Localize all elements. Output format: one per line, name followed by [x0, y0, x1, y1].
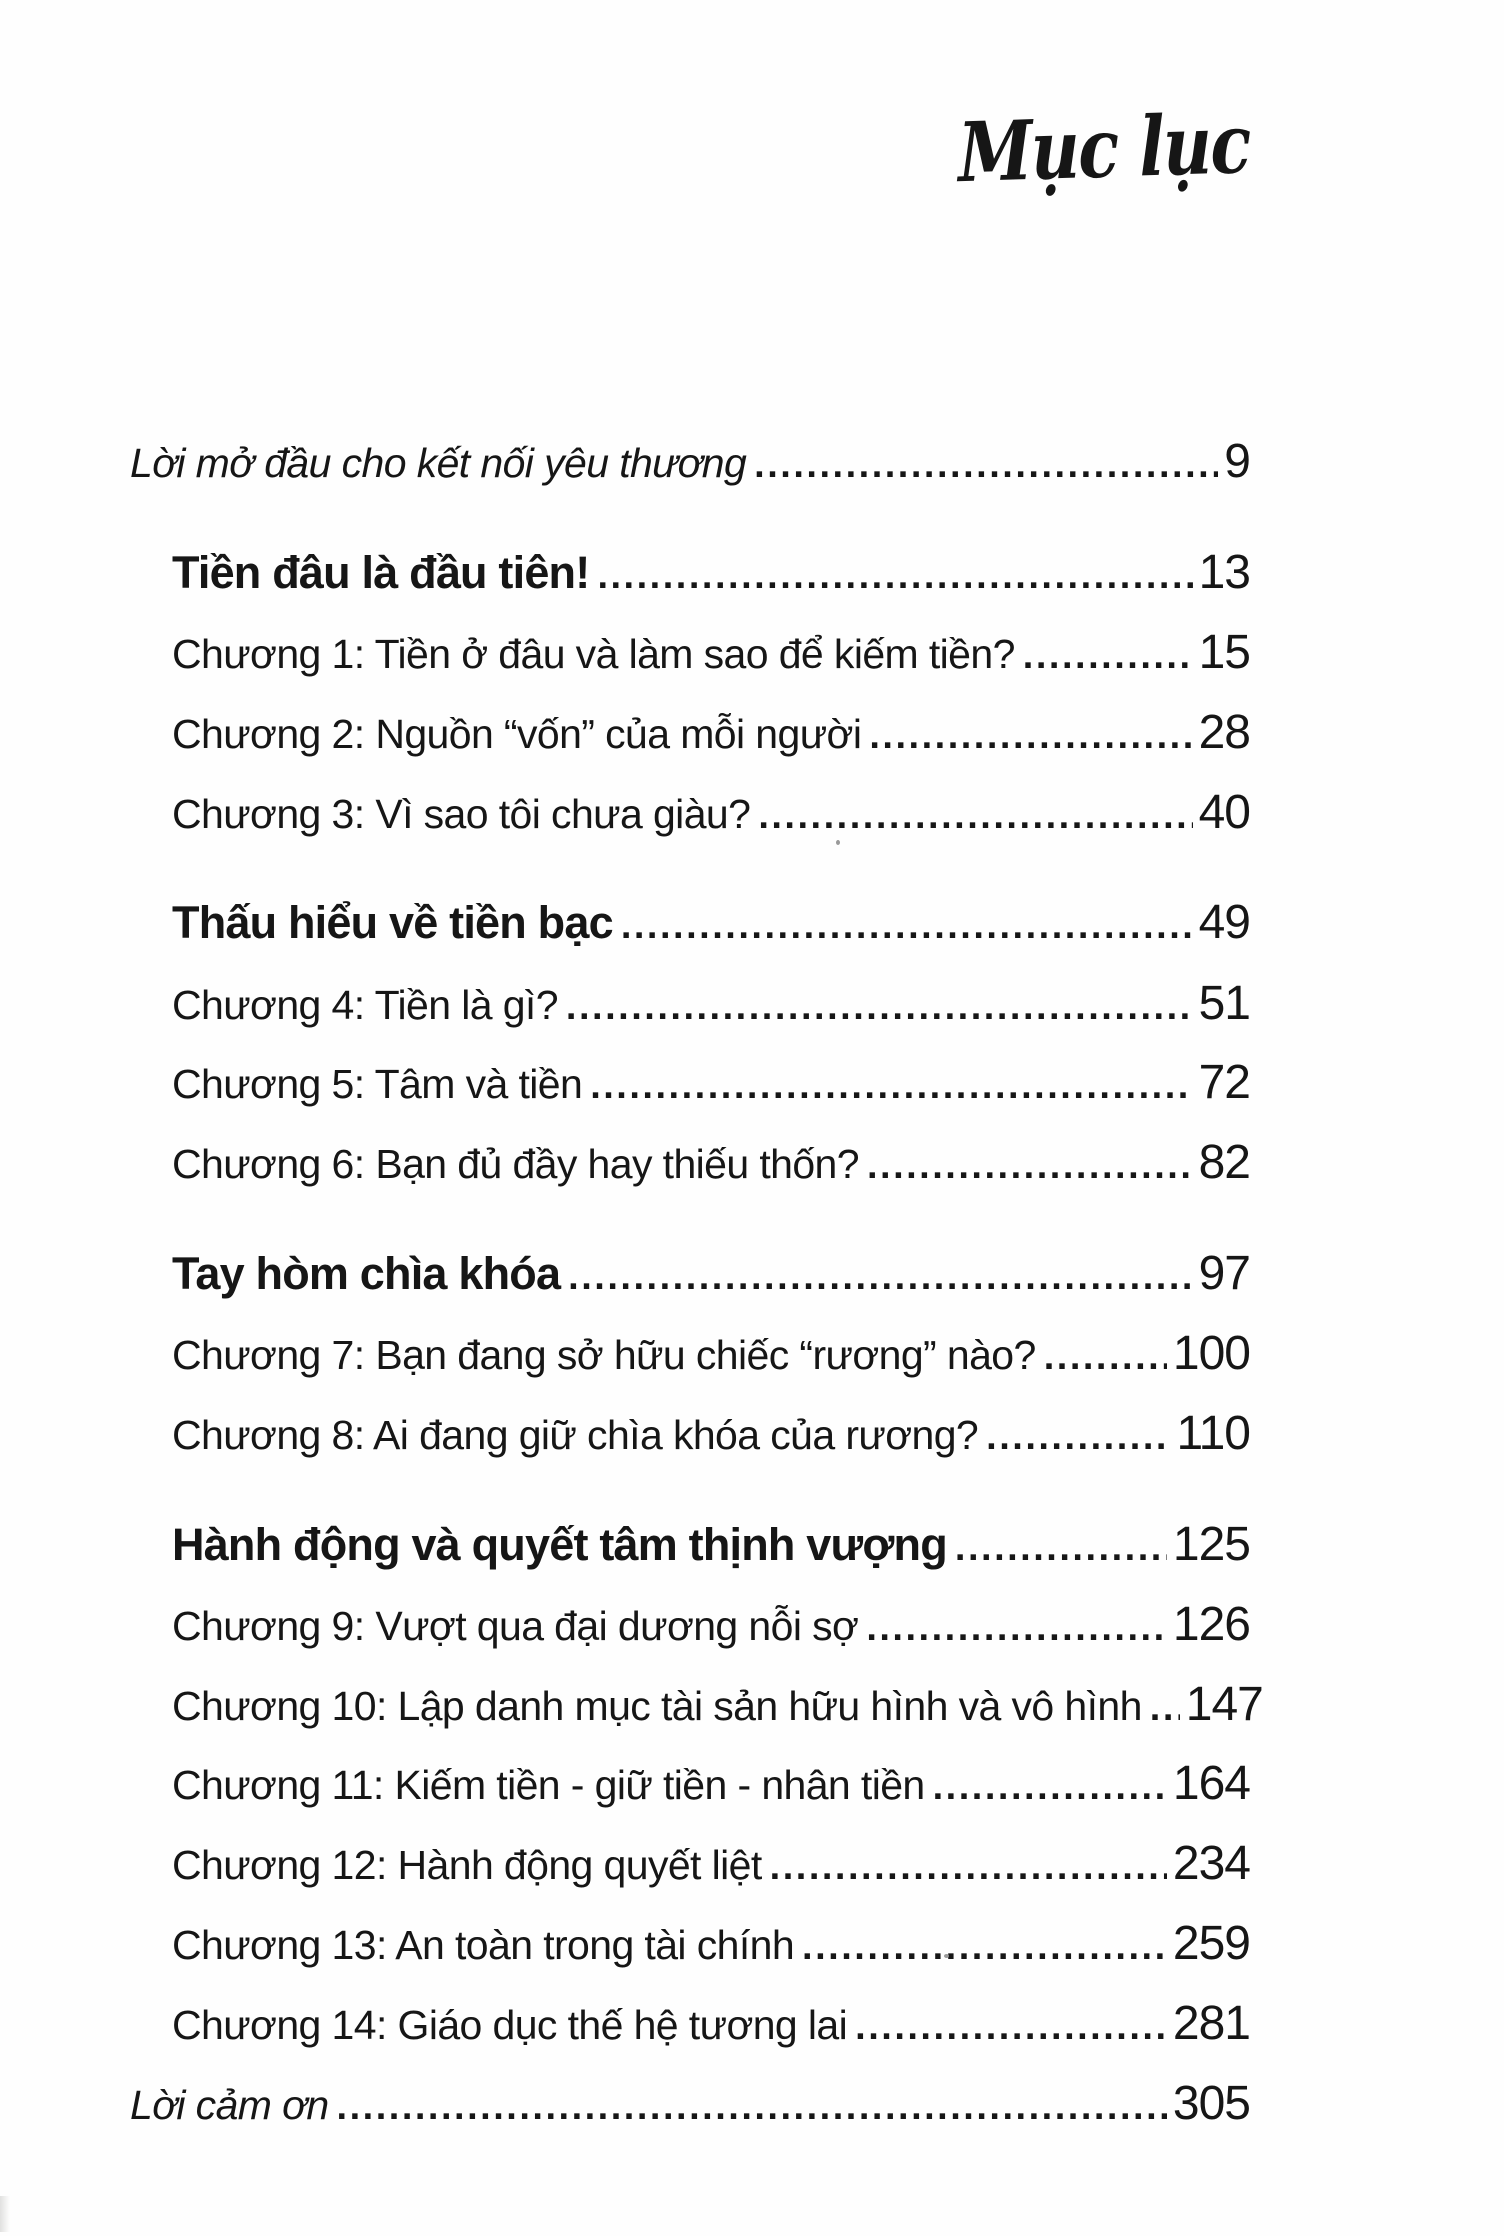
toc-entry — [172, 1996, 1250, 2050]
dot-leader — [855, 2005, 1167, 2050]
toc-entry — [172, 896, 1250, 949]
toc-entry — [172, 546, 1250, 599]
entry-page-number: 100 — [1172, 1327, 1250, 1381]
dot-leader — [337, 2085, 1167, 2130]
toc-entry — [172, 705, 1250, 759]
dot-leader — [1150, 1686, 1180, 1731]
dot-leader — [986, 1415, 1170, 1460]
toc-entry — [172, 1406, 1250, 1460]
dot-leader — [933, 1765, 1167, 1810]
toc-entry — [172, 1518, 1250, 1571]
entry-page-number: 13 — [1198, 545, 1250, 599]
entry-label: Chương 6: Bạn đủ đầy hay thiếu thốn? — [172, 1141, 859, 1188]
entry-page-number: 9 — [1224, 435, 1250, 488]
entry-page-number: 147 — [1185, 1677, 1263, 1731]
entry-page-number: 126 — [1172, 1597, 1250, 1651]
toc-entry — [172, 1757, 1250, 1811]
page-title: Mục lục — [957, 96, 1252, 202]
entry-label: Tay hòm chìa khóa — [172, 1247, 561, 1299]
toc-entry — [130, 2076, 1250, 2130]
entry-label: Chương 13: An toàn trong tài chính — [172, 1922, 795, 1969]
dot-leader — [568, 1255, 1192, 1300]
toc-entry — [172, 1247, 1250, 1300]
entry-page-number: 49 — [1198, 896, 1250, 950]
toc-entry — [130, 435, 1250, 488]
dot-leader — [566, 985, 1193, 1030]
entry-label: Chương 14: Giáo dục thế hệ tương lai — [172, 2001, 848, 2048]
toc-entry — [172, 1917, 1250, 1971]
entry-page-number: 28 — [1198, 705, 1250, 759]
dot-leader — [1023, 634, 1193, 679]
entry-page-number: 15 — [1198, 625, 1250, 679]
photo-dust-speck — [944, 1954, 949, 1958]
dot-leader — [597, 554, 1192, 599]
entry-page-number: 234 — [1172, 1837, 1250, 1891]
entry-label: Chương 12: Hành động quyết liệt — [172, 1842, 762, 1889]
entry-page-number: 40 — [1198, 785, 1250, 839]
entry-page-number: 97 — [1198, 1246, 1250, 1300]
photo-dust-speck — [836, 840, 840, 845]
entry-page-number: 82 — [1198, 1136, 1250, 1190]
toc-entry — [172, 1597, 1250, 1651]
entry-label: Chương 5: Tâm và tiền — [172, 1061, 583, 1108]
entry-page-number: 72 — [1198, 1056, 1250, 1110]
entry-page-number: 259 — [1172, 1917, 1250, 1971]
entry-label: Chương 4: Tiền là gì? — [172, 981, 558, 1028]
dot-leader — [590, 1064, 1192, 1109]
toc-entry — [172, 1056, 1250, 1110]
dot-leader — [955, 1526, 1167, 1571]
entry-page-number: 281 — [1172, 1996, 1250, 2050]
entry-label: Chương 10: Lập danh mục tài sản hữu hình và vô hình — [172, 1682, 1142, 1729]
dot-leader — [866, 1606, 1167, 1651]
toc-entry — [172, 976, 1250, 1030]
entry-label: Lời cảm ơn — [130, 2081, 329, 2128]
entry-label: Chương 11: Kiếm tiền - giữ tiền - nhân tiền — [172, 1762, 925, 1809]
toc-list — [130, 435, 1263, 2130]
toc-entry — [172, 625, 1250, 679]
dot-leader — [621, 904, 1193, 949]
entry-page-number: 164 — [1172, 1757, 1250, 1811]
entry-page-number: 305 — [1172, 2076, 1250, 2130]
toc-entry — [172, 1837, 1250, 1891]
entry-label: Chương 9: Vượt qua đại dương nỗi sợ — [172, 1602, 859, 1649]
entry-page-number: 125 — [1172, 1517, 1250, 1571]
dot-leader — [770, 1845, 1167, 1890]
dot-leader — [1044, 1335, 1167, 1380]
toc-entry — [172, 785, 1250, 839]
entry-label: Chương 7: Bạn đang sở hữu chiếc “rương” nào? — [172, 1332, 1036, 1379]
entry-label: Chương 2: Nguồn “vốn” của mỗi người — [172, 710, 862, 757]
entry-page-number: 51 — [1198, 976, 1250, 1030]
dot-leader — [754, 443, 1218, 488]
dot-leader — [758, 794, 1192, 839]
entry-label: Hành động và quyết tâm thịnh vượng — [172, 1518, 947, 1570]
page-edge-smudge — [0, 2196, 10, 2232]
dot-leader — [802, 1925, 1167, 1970]
toc-entry — [172, 1327, 1250, 1381]
entry-label: Thấu hiểu về tiền bạc — [172, 897, 613, 949]
entry-label: Tiền đâu là đầu tiên! — [172, 546, 590, 598]
entry-label: Chương 1: Tiền ở đâu và làm sao để kiếm tiền? — [172, 630, 1015, 677]
dot-leader — [869, 714, 1192, 759]
entry-label: Chương 8: Ai đang giữ chìa khóa của rương? — [172, 1411, 979, 1458]
toc-entry — [172, 1136, 1250, 1190]
toc-entry — [172, 1677, 1263, 1731]
entry-label: Lời mở đầu cho kết nối yêu thương — [130, 440, 747, 486]
entry-page-number: 110 — [1176, 1406, 1250, 1460]
entry-label: Chương 3: Vì sao tôi chưa giàu? — [172, 790, 751, 837]
dot-leader — [867, 1144, 1193, 1189]
